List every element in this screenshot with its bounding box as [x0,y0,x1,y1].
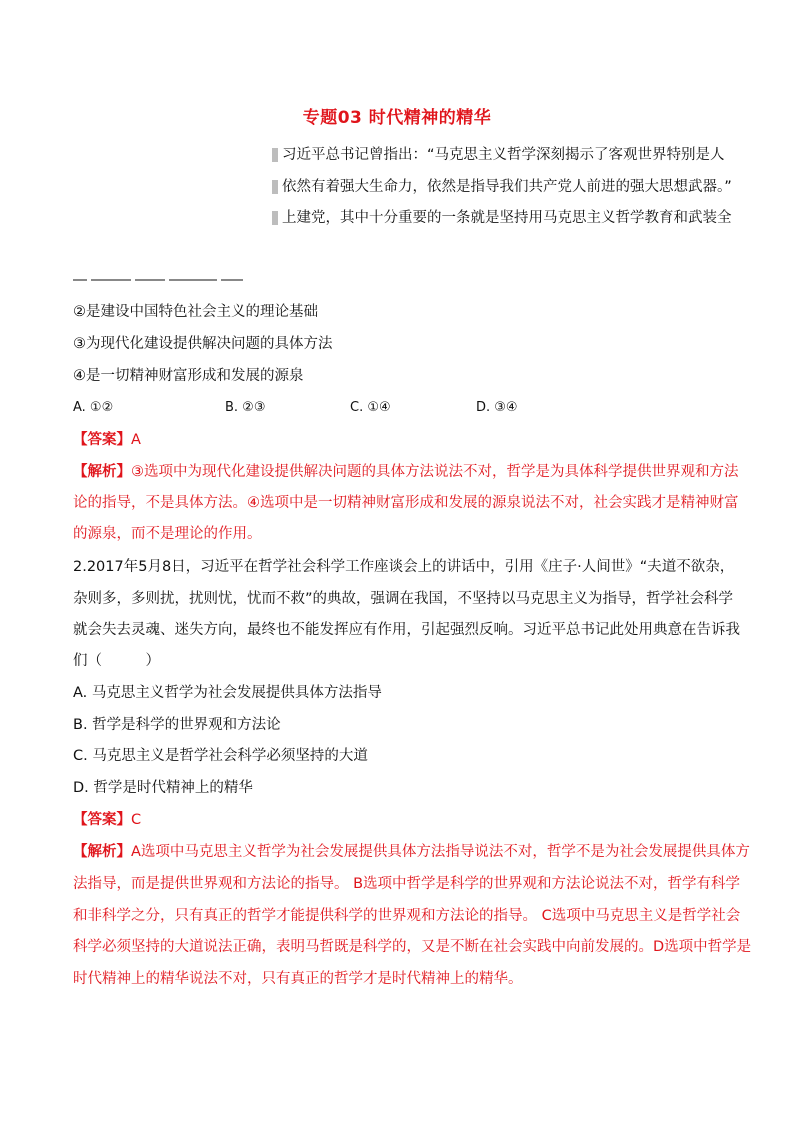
q2-answer-label: 【答案】 [73,812,131,828]
q2-analysis-line-1 [73,842,750,862]
q2-analysis-label: 【解析】 [73,844,131,860]
q2-answer-value: C [131,812,142,828]
q1-analysis-label: 【解析】 [73,464,131,480]
q1-analysis-line-1 [73,462,739,482]
q1-choice-a: A. ①② [73,400,114,415]
q2-stem-line-3: 就会失去灵魂、迷失方向，最终也不能发挥应有作用，引起强烈反响。习近平总书记此处用典意在告诉我 [73,622,740,638]
q1-analysis-text-1: ③选项中为现代化建设提供解决问题的具体方法说法不对，哲学是为具体科学提供世界观和方法 [131,464,739,480]
q1-answer [73,430,141,450]
q1-choice-c: C. ①④ [350,400,391,415]
page-title: 专题03 时代精神的精华 [302,108,492,128]
q1-stem-line-3 [272,208,732,228]
q2-analysis-text-1: A选项中马克思主义哲学为社会发展提供具体方法指导说法不对，哲学不是为社会发展提供具体方 [131,844,750,860]
q2-answer [73,810,141,830]
crop-edge [272,148,278,162]
crop-edge [272,180,278,194]
q2-option-c: C. 马克思主义是哲学社会科学必须坚持的大道 [73,748,368,764]
crop-edge [272,211,278,225]
q2-option-b: B. 哲学是科学的世界观和方法论 [73,717,281,733]
q1-answer-value: A [131,432,141,448]
q1-choice-d: D. ③④ [476,400,518,415]
q2-analysis-line-5: 时代精神上的精华说法不对，只有真正的哲学才是时代精神上的精华。 [73,971,523,987]
q2-analysis-line-3: 和非科学之分，只有真正的哲学才能提供科学的世界观和方法论的指导。 C选项中马克思主义是哲学社会 [73,908,741,924]
q1-analysis-line-3: 的源泉，而不是理论的作用。 [73,526,262,542]
q1-option-4: ④是一切精神财富形成和发展的源泉 [73,368,304,384]
q2-analysis-line-4: 科学必须坚持的大道说法正确，表明马哲既是科学的，又是不断在社会实践中向前发展的。D选项中哲学是 [73,939,752,955]
q1-option-2: ②是建设中国特色社会主义的理论基础 [73,304,318,320]
q2-analysis-line-2: 法指导，而是提供世界观和方法论的指导。 B选项中哲学是科学的世界观和方法论说法不对，哲学有科学 [73,876,741,892]
q1-choice-b: B. ②③ [225,400,266,415]
q1-stem-text-2: 依然有着强大生命力，依然是指导我们共产党人前进的强大思想武器。” [282,179,732,195]
q2-option-a: A. 马克思主义哲学为社会发展提供具体方法指导 [73,685,382,701]
q2-option-d: D. 哲学是时代精神上的精华 [73,780,253,796]
q1-answer-label: 【答案】 [73,432,131,448]
q1-analysis-line-2: 论的指导，不是具体方法。④选项中是一切精神财富形成和发展的源泉说法不对，社会实践才是精神财富 [73,495,739,511]
q1-stem-text-3: 上建党，其中十分重要的一条就是坚持用马克思主义哲学教育和武装全 [282,210,732,226]
q1-stem-text-1: 习近平总书记曾指出：“马克思主义哲学深刻揭示了客观世界特别是人 [282,147,725,163]
q2-stem-line-1: 2.2017年5月8日，习近平在哲学社会科学工作座谈会上的讲话中，引用《庄子·人间世》“夫道不欲杂， [73,559,735,575]
q2-stem-line-2: 杂则多，多则扰，扰则忧，忧而不救”的典故，强调在我国，不坚持以马克思主义为指导，哲学社会科学 [73,591,734,607]
garbled-option-1 [73,270,283,284]
q2-stem-line-4: 们（ ） [73,653,160,669]
q1-stem-line-1 [272,145,725,165]
q1-stem-line-2 [272,177,732,197]
q1-option-3: ③为现代化建设提供解决问题的具体方法 [73,336,333,352]
q1-choices [73,398,518,418]
